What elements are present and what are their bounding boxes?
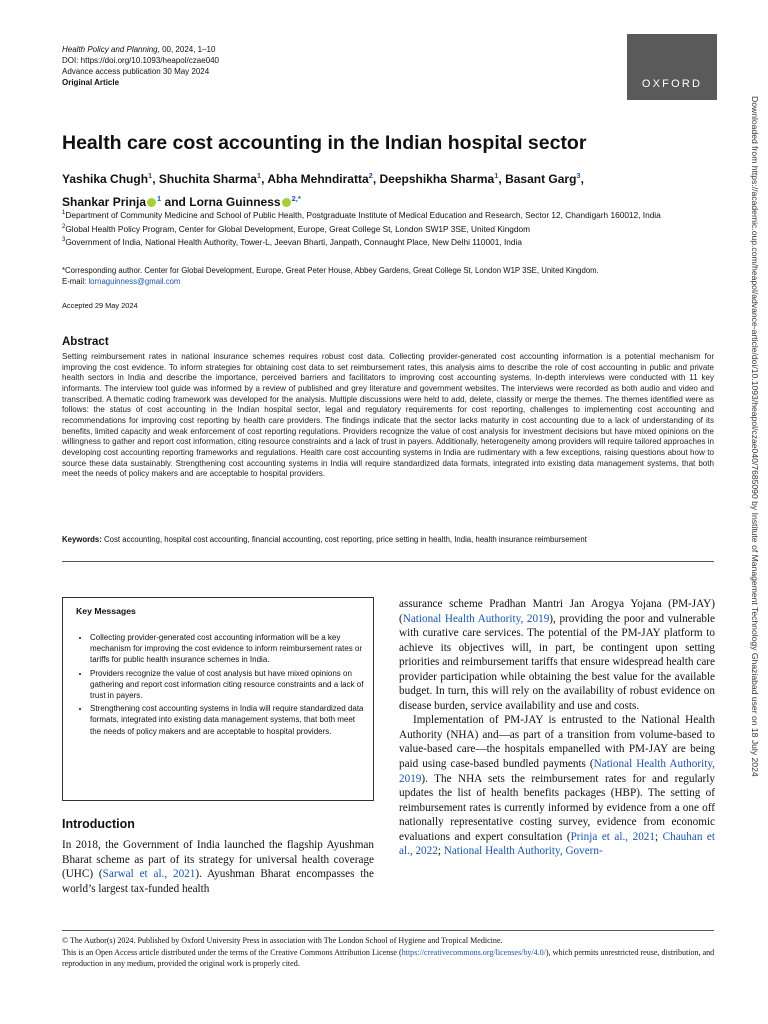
body-column-right: assurance scheme Pradhan Mantri Jan Arogya Yojana (PM-JAY) (National Health Authority, 2019), providing the poor and vulnerable with curative care services. The potential of the PM-JAY platform to achieve its objectives will, in part, be contingent upon setting priorities and reimbursement tariffs that ensure widespread health care provider participation while obtaining the best value for the available budget. In turn, this will rely on the availability of robust evidence on disease burden, service availability and use and costs. Implementation of PM-JAY is entrusted to the National Health Authority (NHA) and—as part of a transition from volume-based to value-based care—the hospitals empanelled with PM-JAY are being paid using case-based bundled payments (National Health Authority, 2019). The NHA sets the reimbursement rates for and regularly updates the list of health benefits packages (HBP). The setting of reimbursement rates is currently informed by evidence from a one off nationally representative costing survey, evidence from economic evaluations and expert consultation (Prinja et al., 2021; Chauhan et al., 2022; National Health Authority, Govern-	[399, 598, 716, 858]
citation-link[interactable]: National Health Authority, 2019	[402, 612, 550, 625]
article-title: Health care cost accounting in the Indian hospital sector	[62, 132, 587, 154]
publisher-logo	[627, 34, 717, 100]
article-type: Original Article	[62, 78, 120, 87]
accepted-date: Accepted 29 May 2024	[62, 301, 138, 310]
abstract-text: Setting reimbursement rates in national insurance schemes requires robust cost data. Collecting provider-generated cost accounting information is a potential mechanism for improving the cost evidence. To inform strategies for obtaining cost data to set reimbursement rates, this analysis aims to describe the role of cost accounting in public and private health sectors in India and describe the importance, perceived barriers and facilitators to improving cost accounting systems. In-depth interviews were conducted with 11 key informants. The interview tool guide was informed by a review of published and grey literature and government websites. The interviews were recorded as both audio and video and transcribed. A thematic coding framework was developed for the analysis. Multiple discussions were held to add, delete, classify or merge the themes. The themes identified were as follows: the status of cost accounting in the Indian hospital sector, legal and regulatory requirements for cost reporting, challenges to implementing cost accounting and recommendations for improving cost reporting by health care providers. The findings indicate that the sector lacks maturity in cost accounting due to a lack of understanding of its benefits, limited capacity and weak enforcement of cost reporting regulations. Providers recognize the value of cost analysis for investment decisions but have mixed opinions on the willingness to gather and report cost information, citing resource constraints and a lack of trust in payers. Additionally, heterogeneity among providers will require tailored approaches in developing cost accounting reporting frameworks and regulations. Health care cost accounting systems in India are rudimentary with a few exceptions, raising questions about how to source these data sustainably. Strengthening cost accounting systems in India will require standardized data formats, integrated into existing data management systems, that both meet the needs of policy makers and are acceptable to hospital providers.	[62, 352, 714, 479]
citation-link[interactable]: National Health Authority, Govern-	[443, 845, 603, 858]
author[interactable]: Basant Garg$^3$	[505, 171, 581, 186]
key-message: • Collecting provider-generated cost accounting information will be a key mechanism for improving the cost evidence to inform reimbursement rates or tariffs for public health insurance schemes in India.	[90, 632, 365, 666]
article-meta	[62, 44, 219, 88]
affiliation: $^3$Government of India, National Health Authority, Tower-L, Jeevan Bharti, Janpath, Connaught Place, New Delhi 110001, India	[62, 236, 522, 247]
journal-name: Health Policy and Planning	[62, 45, 158, 54]
license-link[interactable]: https://creativecommons.org/licenses/by/4.0/	[401, 947, 546, 957]
publisher-name: OXFORD	[641, 78, 703, 90]
author[interactable]: Shuchita Sharma$^1$	[158, 171, 262, 186]
orcid-icon[interactable]	[282, 198, 291, 207]
license-footer: © The Author(s) 2024. Published by Oxford University Press in association with The London School of Hygiene and Tropical Medicine. This is an Open Access article distributed under the terms of the Creative Commons Attribution License (https://creativecommons.org/licenses/by/4.0/), which permits unrestricted reuse, distribution, and reproduction in any medium, provided the original work is properly cited.	[62, 936, 715, 969]
author[interactable]: Abha Mehndiratta$^2$	[267, 171, 373, 186]
author[interactable]: Shankar Prinja $^1$	[62, 194, 162, 209]
key-messages-title: Key Messages	[76, 606, 136, 616]
key-messages-box	[62, 597, 374, 801]
orcid-icon[interactable]	[147, 198, 156, 207]
key-message: • Strengthening cost accounting systems in India will require standardized data formats, integrated into existing data management systems, that both meet the needs of policy makers and are acceptable to hospital providers.	[90, 703, 365, 737]
abstract-heading: Abstract	[62, 336, 109, 348]
affiliation: $^2$Global Health Policy Program, Center for Global Development, Europe, Great College St, London SW1P 3SE, United Kingdom	[62, 223, 531, 234]
volume-info: , 00, 2024, 1–10	[157, 45, 216, 54]
email-link[interactable]: lornaguinness@gmail.com	[88, 277, 181, 286]
doi[interactable]: DOI: https://doi.org/10.1093/heapol/czae040	[62, 56, 219, 65]
keywords: Keywords: Cost accounting, hospital cost accounting, financial accounting, cost reporting, price setting in health, India, health insurance reimbursement	[62, 535, 587, 544]
citation-link[interactable]: National Health Authority, 2019	[399, 758, 715, 785]
introduction-heading: Introduction	[62, 817, 135, 831]
citation-link[interactable]: Sarwal et al., 2021	[102, 868, 196, 881]
citation-link[interactable]: Chauhan et al., 2022	[399, 830, 716, 858]
author[interactable]: Yashika Chugh$^1$	[62, 171, 153, 186]
body-column-left: In 2018, the Government of India launched the flagship Ayushman Bharat scheme as part of its strategy for universal health coverage (UHC) (Sarwal et al., 2021). Ayushman Bharat encompasses the world’s largest tax-funded health	[62, 839, 374, 895]
advance-access: Advance access publication 30 May 2024	[62, 67, 210, 76]
affiliations	[62, 208, 722, 249]
divider	[62, 930, 714, 931]
author[interactable]: Lorna Guinness $^{2,*}$	[189, 194, 301, 209]
affiliation: $^1$Department of Community Medicine and School of Public Health, Postgraduate Institute of Medical Education and Research, Sector 12, Chandigarh 160012, India	[62, 209, 661, 220]
author[interactable]: Deepshikha Sharma$^1$	[379, 171, 499, 186]
download-watermark: Downloaded from https://academic.oup.com/heapol/advance-article/doi/10.1093/heapol/czae040/7685090 by Institute of Management Technology Ghaziabad user on 18 July 2024	[750, 96, 760, 777]
corresponding-author: *Corresponding author. Center for Global Development, Europe, Great Peter House, Abbey Gardens, Great College St, London W1P 3SE, United Kingdom. E-mail: lornaguinness@gmail.com	[62, 266, 599, 286]
key-message: • Providers recognize the value of cost analysis but have mixed opinions on gathering and report cost information citing resource constraints and a lack of trust in payers.	[90, 668, 365, 702]
divider	[62, 561, 714, 562]
citation-link[interactable]: Prinja et al., 2021	[570, 830, 655, 843]
author-list: Yashika Chugh$^1$, Shuchita Sharma$^1$, Abha Mehndiratta$^2$, Deepshikha Sharma$^1$, Basant Garg$^3$, Shankar Prinja $^1$ and Lorna Guinness $^{2,*}$	[62, 171, 584, 209]
